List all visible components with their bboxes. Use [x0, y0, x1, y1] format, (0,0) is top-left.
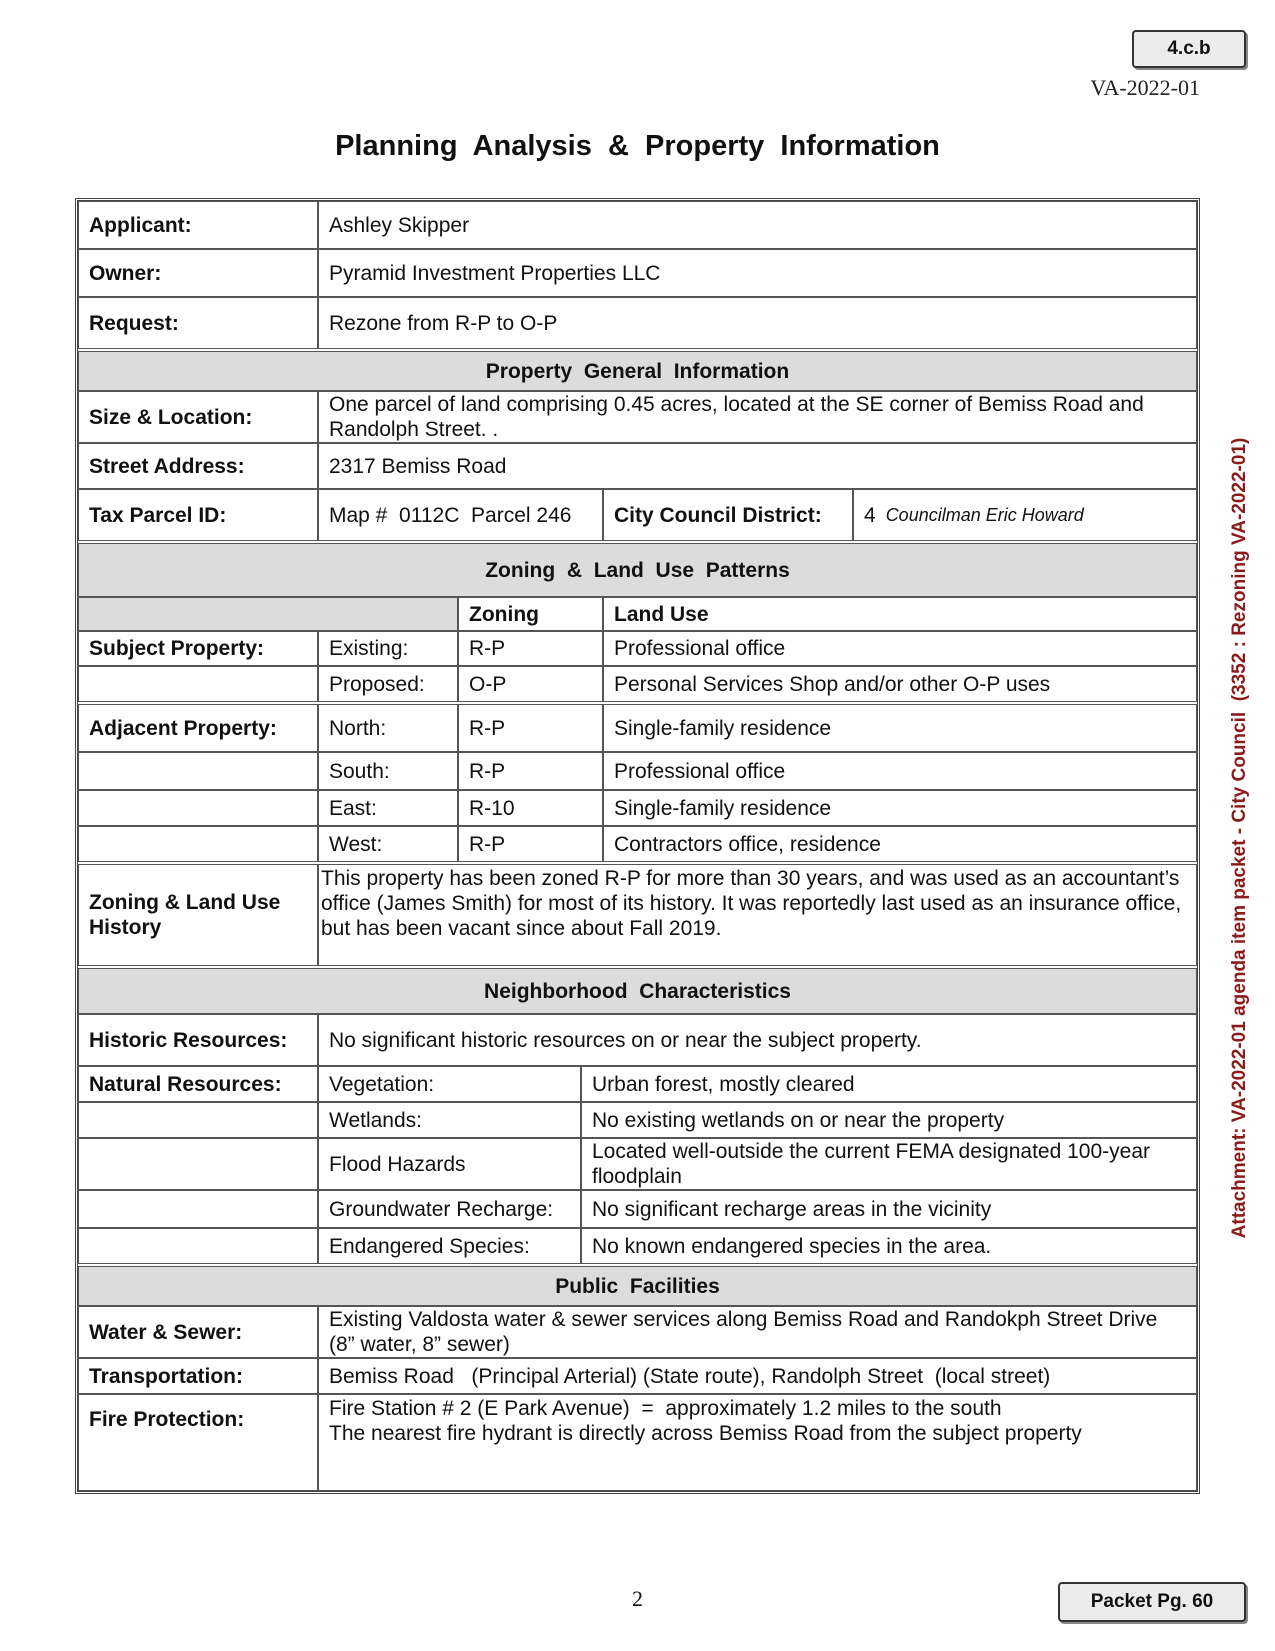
zoning-row-zone: O-P [458, 666, 603, 702]
property-info-table [75, 198, 1200, 1494]
natural-resource-value: Urban forest, mostly cleared [581, 1066, 1197, 1102]
adjacent-property-label: Adjacent Property: [78, 704, 318, 752]
applicant-label: Applicant: [78, 201, 318, 249]
empty-cell [78, 826, 318, 862]
natural-resources-label: Natural Resources: [78, 1066, 318, 1102]
street-address-value: 2317 Bemiss Road [318, 443, 1197, 489]
applicant-value: Ashley Skipper [318, 201, 1197, 249]
water-sewer-label: Water & Sewer: [78, 1306, 318, 1358]
attachment-side-label: Attachment: VA-2022-01 agenda item packet - City Council (3352 : Rezoning VA-2022-01) [1229, 437, 1250, 1239]
empty-cell [78, 666, 318, 702]
zoning-row-label: Existing: [318, 631, 458, 666]
landuse-column-header: Land Use [603, 597, 1197, 631]
natural-resource-value: No known endangered species in the area. [581, 1228, 1197, 1264]
zoning-history-label: Zoning & Land Use History [78, 864, 318, 966]
zoning-history-value: This property has been zoned R-P for more than 30 years, and was used as an accountant’s office (James Smith) for most of its history. It was reportedly last used as an insurance office, but has been vacant since about Fall 2019. [318, 864, 1197, 966]
water-sewer-value: Existing Valdosta water & sewer services along Bemiss Road and Randokph Street Drive (8” water, 8” sewer) [318, 1306, 1197, 1358]
district-number: 4 [864, 503, 876, 527]
zoning-blank-header [78, 597, 458, 631]
zoning-row-use: Single-family residence [603, 790, 1197, 826]
zoning-row-use: Professional office [603, 752, 1197, 790]
street-address-label: Street Address: [78, 443, 318, 489]
size-location-label: Size & Location: [78, 391, 318, 443]
empty-cell [78, 752, 318, 790]
natural-resource-name: Flood Hazards [318, 1138, 581, 1190]
empty-cell [78, 790, 318, 826]
natural-resource-value: Located well-outside the current FEMA designated 100-year floodplain [581, 1138, 1197, 1190]
size-location-value: One parcel of land comprising 0.45 acres, located at the SE corner of Bemiss Road and Randolph Street. . [318, 391, 1197, 443]
historic-resources-value: No significant historic resources on or near the subject property. [318, 1014, 1197, 1066]
zoning-row-use: Contractors office, residence [603, 826, 1197, 862]
historic-resources-label: Historic Resources: [78, 1014, 318, 1066]
attachment-badge: 4.c.b [1132, 30, 1246, 68]
zoning-row-label: East: [318, 790, 458, 826]
tax-parcel-label: Tax Parcel ID: [78, 489, 318, 541]
councilman-name: Councilman Eric Howard [885, 504, 1084, 525]
fire-station-line: Fire Station # 2 (E Park Avenue) = approximately 1.2 miles to the south [329, 1397, 1002, 1420]
owner-value: Pyramid Investment Properties LLC [318, 249, 1197, 297]
empty-cell [78, 1228, 318, 1264]
empty-cell [78, 1190, 318, 1228]
empty-cell [78, 1138, 318, 1190]
document-number: VA-2022-01 [1090, 75, 1200, 100]
subject-property-label: Subject Property: [78, 631, 318, 666]
zoning-row-label: South: [318, 752, 458, 790]
tax-parcel-value: Map # 0112C Parcel 246 [318, 489, 603, 541]
zoning-row-label: North: [318, 704, 458, 752]
zoning-row-use: Personal Services Shop and/or other O-P uses [603, 666, 1197, 702]
request-value: Rezone from R-P to O-P [318, 297, 1197, 349]
zoning-column-header: Zoning [458, 597, 603, 631]
section-header-neighborhood: Neighborhood Characteristics [78, 968, 1197, 1014]
section-header-general: Property General Information [78, 351, 1197, 391]
council-district-value [853, 489, 1197, 541]
zoning-row-label: West: [318, 826, 458, 862]
zoning-row-zone: R-10 [458, 790, 603, 826]
transportation-value: Bemiss Road (Principal Arterial) (State route), Randolph Street (local street) [318, 1358, 1197, 1394]
natural-resource-value: No existing wetlands on or near the property [581, 1102, 1197, 1138]
zoning-row-zone: R-P [458, 752, 603, 790]
natural-resource-name: Groundwater Recharge: [318, 1190, 581, 1228]
natural-resource-value: No significant recharge areas in the vicinity [581, 1190, 1197, 1228]
zoning-row-zone: R-P [458, 826, 603, 862]
section-header-facilities: Public Facilities [78, 1266, 1197, 1306]
fire-protection-label: Fire Protection: [78, 1394, 318, 1491]
zoning-row-zone: R-P [458, 631, 603, 666]
section-header-zoning: Zoning & Land Use Patterns [78, 543, 1197, 597]
transportation-label: Transportation: [78, 1358, 318, 1394]
natural-resource-name: Endangered Species: [318, 1228, 581, 1264]
owner-label: Owner: [78, 249, 318, 297]
zoning-row-use: Single-family residence [603, 704, 1197, 752]
zoning-row-label: Proposed: [318, 666, 458, 702]
council-district-label: City Council District: [603, 489, 853, 541]
fire-protection-value [318, 1394, 1197, 1491]
empty-cell [78, 1102, 318, 1138]
page-number: 2 [632, 1586, 643, 1611]
zoning-row-use: Professional office [603, 631, 1197, 666]
fire-hydrant-line: The nearest fire hydrant is directly across Bemiss Road from the subject property [329, 1422, 1082, 1445]
packet-page-badge: Packet Pg. 60 [1058, 1582, 1246, 1622]
page-title: Planning Analysis & Property Information [335, 130, 940, 162]
natural-resource-name: Wetlands: [318, 1102, 581, 1138]
request-label: Request: [78, 297, 318, 349]
zoning-row-zone: R-P [458, 704, 603, 752]
natural-resource-name: Vegetation: [318, 1066, 581, 1102]
